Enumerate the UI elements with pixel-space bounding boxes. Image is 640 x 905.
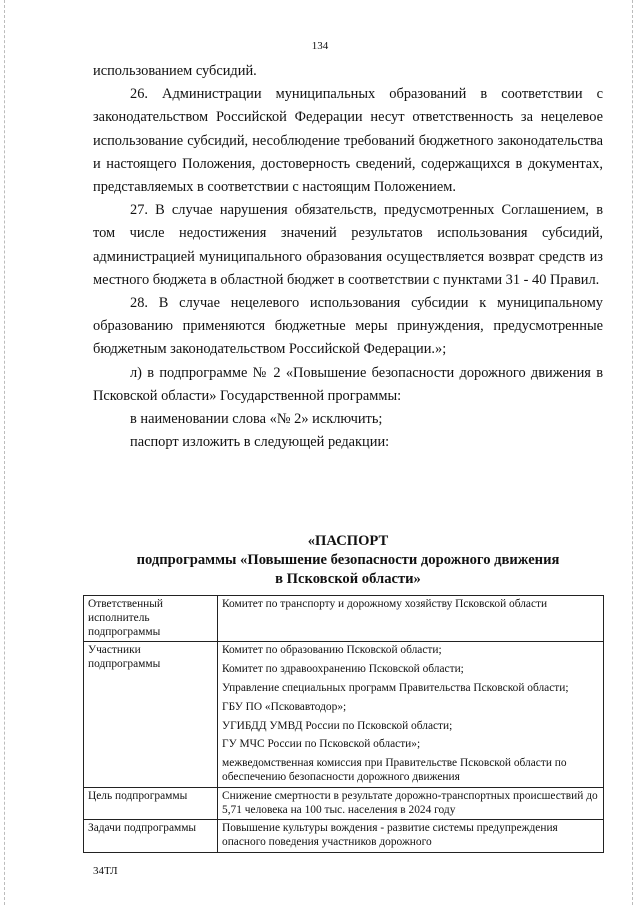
list-item: ГБУ ПО «Псковавтодор»;	[222, 700, 347, 713]
table-row	[84, 787, 604, 820]
list-item: УГИБДД УМВД России по Псковской области;	[222, 719, 453, 732]
list-item: Управление специальных программ Правительства Псковской области;	[222, 681, 569, 694]
page-number: 134	[311, 40, 329, 52]
paragraph-26: 26. Администрации муниципальных образований в соответствии с законодательством Российской Федерации несут ответственность за нецелевое использование субсидий, несоблюдение требований бюджетного законодательства и настоящего Положения, достоверность сведений, содержащихся в документах, представляемых в соответствии с настоящим Положением.	[93, 86, 603, 196]
table-row	[84, 820, 604, 853]
scan-edge-right	[632, 0, 633, 905]
participants-list	[218, 642, 604, 787]
paragraph-28: 28. В случае нецелевого использования субсидии к муниципальному образованию применяются бюджетные меры принуждения, предусмотренные бюджетным законодательством Российской Федерации.»;	[93, 295, 603, 358]
passport-subtitle-line2: в Псковской области»	[275, 571, 421, 587]
responsible-value: Комитет по транспорту и дорожному хозяйству Псковской области	[218, 596, 604, 642]
paragraph-rename: в наименовании слова «№ 2» исключить;	[130, 411, 383, 428]
paragraph-l: л) в подпрограмме № 2 «Повышение безопасности дорожного движения в Псковской области» Государственной программы:	[93, 364, 603, 404]
paragraph-passport-intro: паспорт изложить в следующей редакции:	[130, 434, 390, 451]
list-item: Комитет по образованию Псковской области;	[222, 644, 442, 657]
paragraph-27: 27. В случае нарушения обязательств, предусмотренных Соглашением, в том числе недостижения значений результатов использования субсидий, администрацией муниципального образования осуществляется возврат средств из местного бюджета в областной бюджет в соответствии с пунктами 31 - 40 Правил.	[93, 202, 603, 288]
tasks-value: Повышение культуры вождения - развитие системы предупреждения опасного поведения участников дорожного	[218, 820, 604, 853]
list-item: Комитет по здравоохранению Псковской области;	[222, 663, 464, 676]
document-body	[93, 60, 603, 454]
tasks-label: Задачи подпрограммы	[84, 820, 218, 853]
table-row	[84, 596, 604, 642]
table-row	[84, 642, 604, 787]
list-item: ГУ МЧС России по Псковской области»;	[222, 738, 421, 751]
scan-edge-left	[4, 0, 5, 905]
footer-code: 34ТЛ	[93, 865, 118, 877]
passport-table	[83, 595, 604, 853]
passport-heading	[93, 532, 603, 589]
goal-value: Снижение смертности в результате дорожно-транспортных происшествий до 5,71 человека на 100 тыс. населения в 2024 году	[218, 787, 604, 820]
passport-title: «ПАСПОРТ	[307, 533, 389, 549]
goal-label: Цель подпрограммы	[84, 787, 218, 820]
responsible-label: Ответственный исполнитель подпрограммы	[84, 596, 218, 642]
list-item: межведомственная комиссия при Правительстве Псковской области по обеспечению безопасности дорожного движения	[222, 757, 567, 783]
passport-subtitle-line1: подпрограммы «Повышение безопасности дорожного движения	[136, 552, 560, 568]
participants-label: Участники подпрограммы	[84, 642, 218, 787]
paragraph-continuation: использованием субсидий.	[93, 63, 257, 79]
